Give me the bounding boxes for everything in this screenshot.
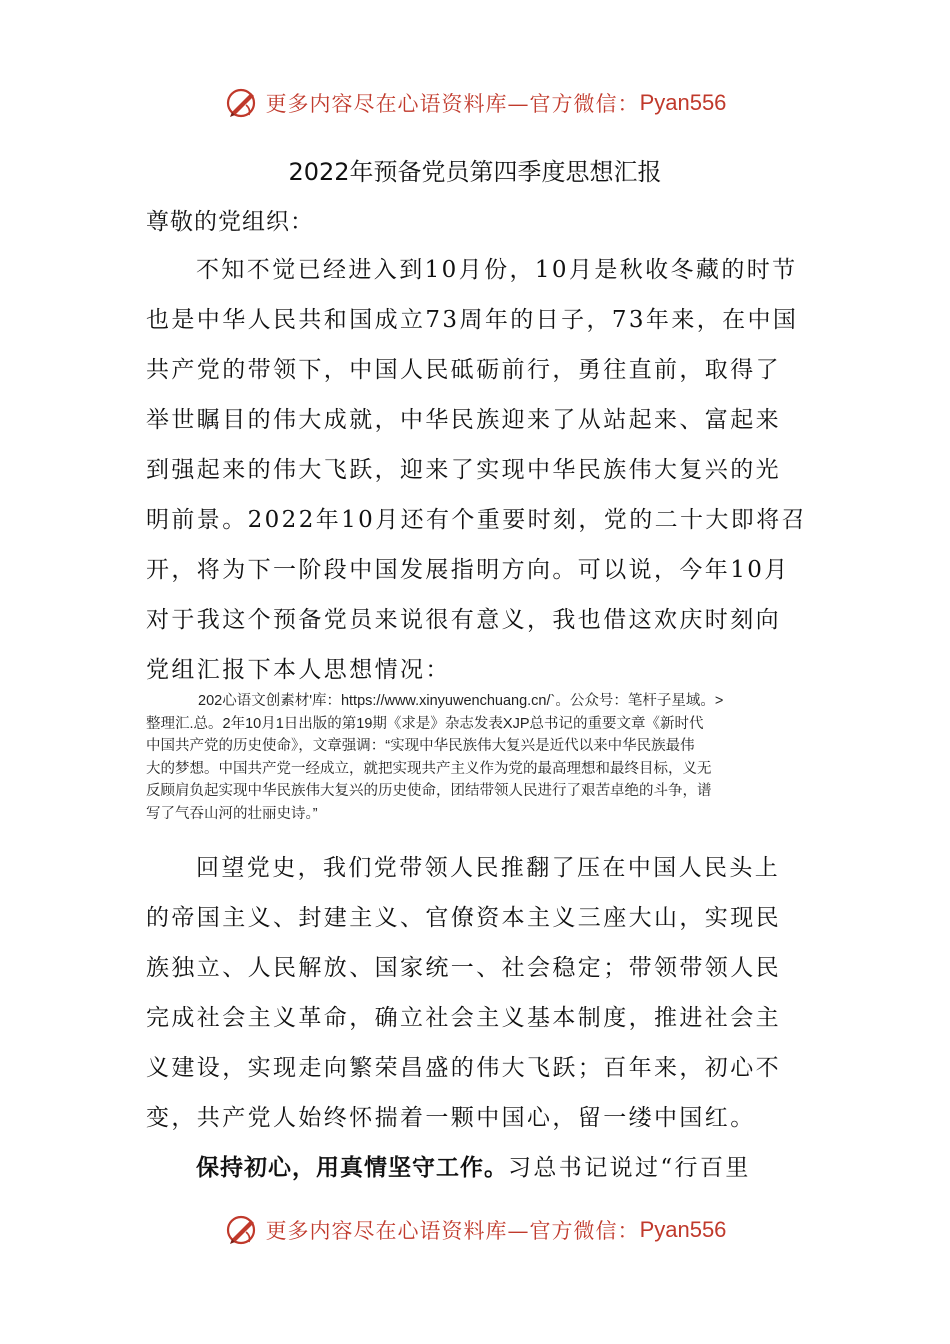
quote-line: 202心语文创素材'库：https://www.xinyuwenchuang.cn/`。公众号：笔杆子星域。> bbox=[198, 693, 724, 709]
document-title: 2022年预备党员第四季度思想汇报 bbox=[288, 158, 662, 186]
banner-wechat-id: Pyan556 bbox=[639, 90, 727, 115]
paragraph-line: 共产党的带领下，中国人民砥砺前行，勇往直前，取得了 bbox=[146, 357, 781, 383]
paragraph-3-bold-lead: 保持初心，用真情坚守工作。 bbox=[196, 1155, 508, 1181]
paragraph-line: 义建设，实现走向繁荣昌盛的伟大飞跃；百年来，初心不 bbox=[146, 1055, 781, 1081]
quote-line: 反顾肩负起实现中华民族伟大复兴的历史使命，团结带领人民进行了艰苦卓绝的斗争，谱 bbox=[146, 783, 712, 799]
paragraph-line: 党组汇报下本人思想情况： bbox=[146, 657, 451, 683]
paragraph-3-text: 习总书记说过“行百里 bbox=[508, 1155, 751, 1181]
quote-line: 大的梦想。中国共产党一经成立，就把实现共产主义作为党的最高理想和最终目标，义无 bbox=[146, 760, 712, 777]
salutation: 尊敬的党组织： bbox=[146, 209, 314, 235]
banner-wechat-id: Pyan556 bbox=[639, 1217, 727, 1242]
paragraph-3 bbox=[146, 1143, 806, 1193]
paragraph-1 bbox=[146, 245, 806, 695]
quote-line: 写了气吞山河的壮丽史诗。” bbox=[146, 805, 318, 822]
paragraph-line bbox=[146, 1143, 806, 1193]
paragraph-line: 回望党史，我们党带领人民推翻了压在中国人民头上 bbox=[196, 855, 781, 881]
quote-block bbox=[146, 690, 810, 825]
paragraph-line: 举世瞩目的伟大成就，中华民族迎来了从站起来、富起来 bbox=[146, 407, 781, 433]
paragraph-line: 完成社会主义革命，确立社会主义基本制度，推进社会主 bbox=[146, 1005, 781, 1031]
paragraph-line: 开，将为下一阶段中国发展指明方向。可以说，今年10月 bbox=[146, 557, 790, 583]
paragraph-line: 变，共产党人始终怀揣着一颗中国心，留一缕中国红。 bbox=[146, 1105, 756, 1131]
quote-line: 整理汇.总。2年10月1日出版的第19期《求是》杂志发表XJP总书记的重要文章《新时代 bbox=[146, 715, 704, 732]
banner-text: 更多内容尽在心语资料库—官方微信： bbox=[265, 92, 640, 116]
banner-text: 更多内容尽在心语资料库—官方微信： bbox=[265, 1219, 640, 1243]
paragraph-line: 对于我这个预备党员来说很有意义，我也借这欢庆时刻向 bbox=[146, 607, 781, 633]
paragraph-line: 族独立、人民解放、国家统一、社会稳定；带领带领人民 bbox=[146, 955, 781, 981]
paragraph-2 bbox=[146, 843, 806, 1143]
header-banner bbox=[0, 78, 950, 128]
pen-logo-icon bbox=[224, 85, 260, 121]
footer-banner bbox=[0, 1205, 950, 1255]
paragraph-line: 不知不觉已经进入到10月份，10月是秋收冬藏的时节 bbox=[196, 257, 798, 283]
pen-logo-icon bbox=[224, 1212, 260, 1248]
paragraph-line: 的帝国主义、封建主义、官僚资本主义三座大山，实现民 bbox=[146, 905, 781, 931]
paragraph-line: 明前景。2022年10月还有个重要时刻，党的二十大即将召 bbox=[146, 507, 807, 533]
paragraph-line: 也是中华人民共和国成立73周年的日子，73年来，在中国 bbox=[146, 307, 799, 333]
paragraph-line: 到强起来的伟大飞跃，迎来了实现中华民族伟大复兴的光 bbox=[146, 457, 781, 483]
quote-line: 中国共产党的历史使命》，文章强调：“实现中华民族伟大复兴是近代以来中华民族最伟 bbox=[146, 738, 695, 754]
